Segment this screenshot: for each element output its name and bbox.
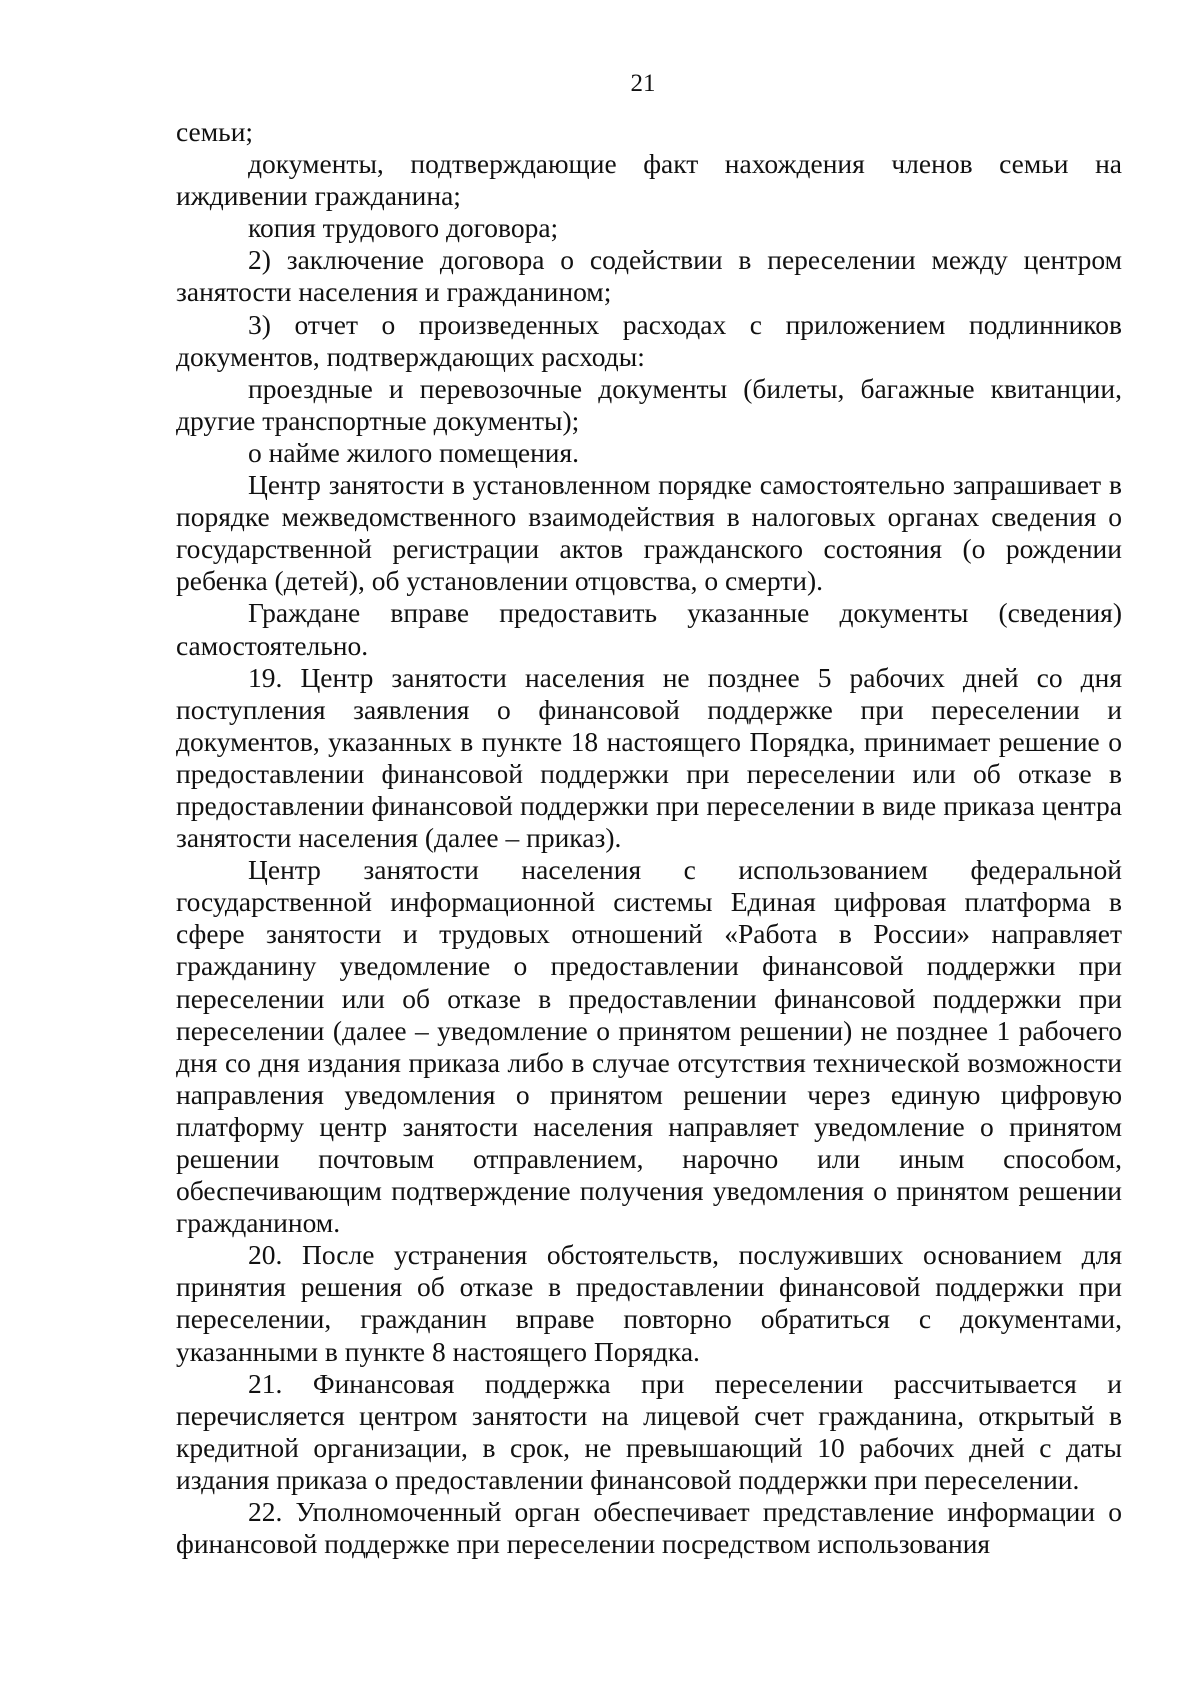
paragraph-continuation: семьи; (176, 116, 254, 147)
paragraph-housing-rent: о найме жилого помещения. (248, 436, 580, 468)
paragraph-item-2: 2) заключение договора о содействии в переселении между центром занятости населения и гражданином; (176, 244, 1122, 308)
document-body (176, 116, 1122, 1560)
paragraph-notification: Центр занятости населения с использованием федеральной государственной информационной системы Единая цифровая платформа в сфере занятости и трудовых отношений «Работа в России» направляет гражданину уведомление о предоставлении финансовой поддержки при переселении или об отказе в предоставлении финансовой поддержки при переселении (далее – уведомление о принятом решении) не позднее 1 рабочего дня со дня издания приказа либо в случае отсутствия технической возможности направления уведомления о принятом решении через единую цифровую платформу центр занятости населения направляет уведомление о принятом решении почтовым отправлением, нарочно или иным способом, обеспечивающим подтверждение получения уведомления о принятом решении гражданином. (176, 854, 1122, 1239)
paragraph-citizens-right: Граждане вправе предоставить указанные документы (сведения) самостоятельно. (176, 597, 1122, 661)
paragraph-interagency-request: Центр занятости в установленном порядке самостоятельно запрашивает в порядке межведомственного взаимодействия в налоговых органах сведения о государственной регистрации актов гражданского состояния (о рождении ребенка (детей), об установлении отцовства, о смерти). (176, 469, 1122, 597)
paragraph-travel-documents: проездные и перевозочные документы (билеты, багажные квитанции, другие транспортные документы); (176, 372, 1122, 436)
paragraph-item-19: 19. Центр занятости населения не позднее 5 рабочих дней со дня поступления заявления о финансовой поддержке при переселении и документов, указанных в пункте 18 настоящего Порядка, принимает решение о предоставлении финансовой поддержки при переселении или об отказе в предоставлении финансовой поддержки при переселении в виде приказа центра занятости населения (далее – приказ). (176, 661, 1122, 854)
paragraph-item-22: 22. Уполномоченный орган обеспечивает представление информации о финансовой поддержке при переселении посредством использования (176, 1496, 1122, 1560)
paragraph-labor-contract-copy: копия трудового договора; (248, 212, 559, 244)
paragraph-item-20: 20. После устранения обстоятельств, послуживших основанием для принятия решения об отказе в предоставлении финансовой поддержки при переселении, гражданин вправе повторно обратиться с документами, указанными в пункте 8 настоящего Порядка. (176, 1239, 1122, 1367)
paragraph-item-21: 21. Финансовая поддержка при переселении рассчитывается и перечисляется центром занятости на лицевой счет гражданина, открытый в кредитной организации, в срок, не превышающий 10 рабочих дней с даты издания приказа о предоставлении финансовой поддержки при переселении. (176, 1367, 1122, 1495)
paragraph-dependents-documents: документы, подтверждающие факт нахождения членов семьи на иждивении гражданина; (176, 148, 1122, 212)
page-number: 21 (630, 70, 656, 97)
paragraph-item-3: 3) отчет о произведенных расходах с приложением подлинников документов, подтверждающих расходы: (176, 308, 1122, 372)
